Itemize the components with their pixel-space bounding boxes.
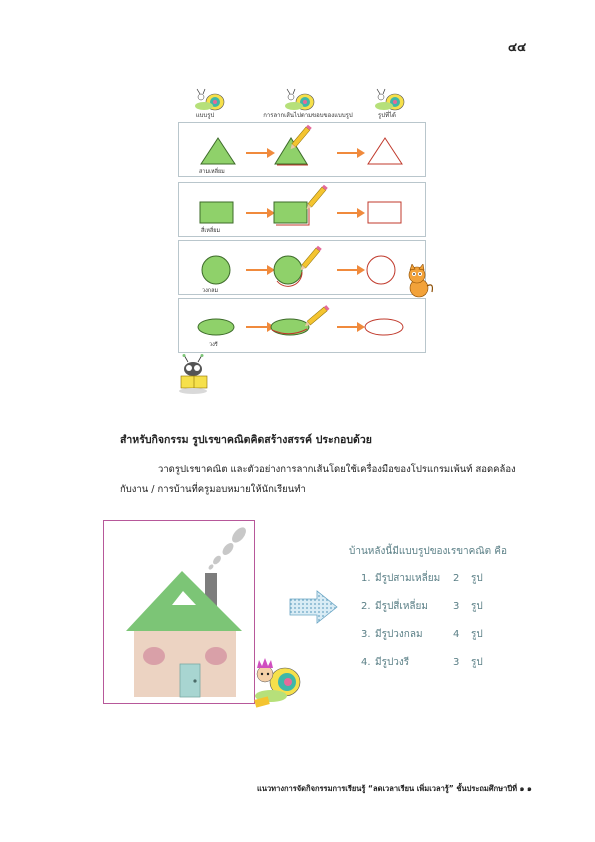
page-number: ๔๔: [508, 40, 527, 54]
snail-mascot-icon: [373, 88, 407, 112]
snail-mascot-icon: [283, 88, 317, 112]
item-text: มีรูปวงรี: [375, 657, 410, 668]
snail-mascot-icon: [193, 88, 227, 112]
list-item: [361, 627, 483, 642]
shape-row-ellipse: [178, 298, 426, 353]
cat-mascot-icon: [403, 264, 435, 298]
item-text: มีรูปสี่เหลี่ยม: [375, 601, 429, 612]
item-number: 2.: [361, 601, 371, 612]
row-label: สี่เหลี่ยม: [201, 228, 221, 234]
row-label: วงรี: [209, 342, 218, 348]
item-text: มีรูปวงกลม: [375, 629, 423, 640]
item-number: 1.: [361, 573, 371, 584]
item-count: 4: [453, 629, 460, 640]
item-unit: รูป: [471, 573, 483, 584]
item-unit: รูป: [471, 629, 483, 640]
item-text: มีรูปสามเหลี่ยม: [375, 573, 441, 584]
shape-row-circle: [178, 240, 426, 295]
house-picture-frame: [103, 520, 255, 704]
activity-paragraph-line2: กับงาน / การบ้านที่ครูมอบหมายให้นักเรียนทำ: [120, 484, 306, 495]
item-count: 2: [453, 573, 460, 584]
house-list-title: บ้านหลังนี้มีแบบรูปของเรขาคณิต คือ: [349, 546, 507, 557]
item-unit: รูป: [471, 601, 483, 612]
row-label: สามเหลี่ยม: [199, 169, 225, 175]
page-footer: แนวทางการจัดกิจกรรมการเรียนรู้ “ลดเวลาเรียน เพิ่มเวลารู้” ชั้นประถมศึกษาปีที่ ๑ ๑: [257, 784, 532, 793]
activity-paragraph-line1: วาดรูปเรขาคณิต และตัวอย่างการลากเส้นโดยใช้เครื่องมือของโปรแกรมเพ้นท์ สอดคล้อง: [158, 464, 516, 475]
dotted-arrow-icon: [289, 590, 339, 624]
list-item: [361, 599, 483, 614]
item-number: 3.: [361, 629, 371, 640]
row-label: วงกลม: [202, 288, 219, 294]
reading-mascot-icon: [176, 354, 216, 394]
item-count: 3: [453, 601, 460, 612]
list-item: [361, 655, 483, 670]
column-header-pattern: แบบรูป: [195, 112, 215, 119]
list-item: [361, 571, 483, 586]
column-header-tracing: การลากเส้นไปตามขอบของแบบรูป: [263, 112, 353, 119]
column-header-result: รูปที่ได้: [378, 112, 396, 119]
item-unit: รูป: [471, 657, 483, 668]
shape-row-rectangle: [178, 182, 426, 237]
house-drawing: [104, 521, 254, 703]
item-number: 4.: [361, 657, 371, 668]
shape-row-triangle: [178, 122, 426, 177]
snail-mascot-icon: [251, 654, 303, 708]
activity-title: สำหรับกิจกรรม รูปเรขาคณิตคิดสร้างสรรค์ ประกอบด้วย: [120, 434, 372, 446]
item-count: 3: [453, 657, 460, 668]
